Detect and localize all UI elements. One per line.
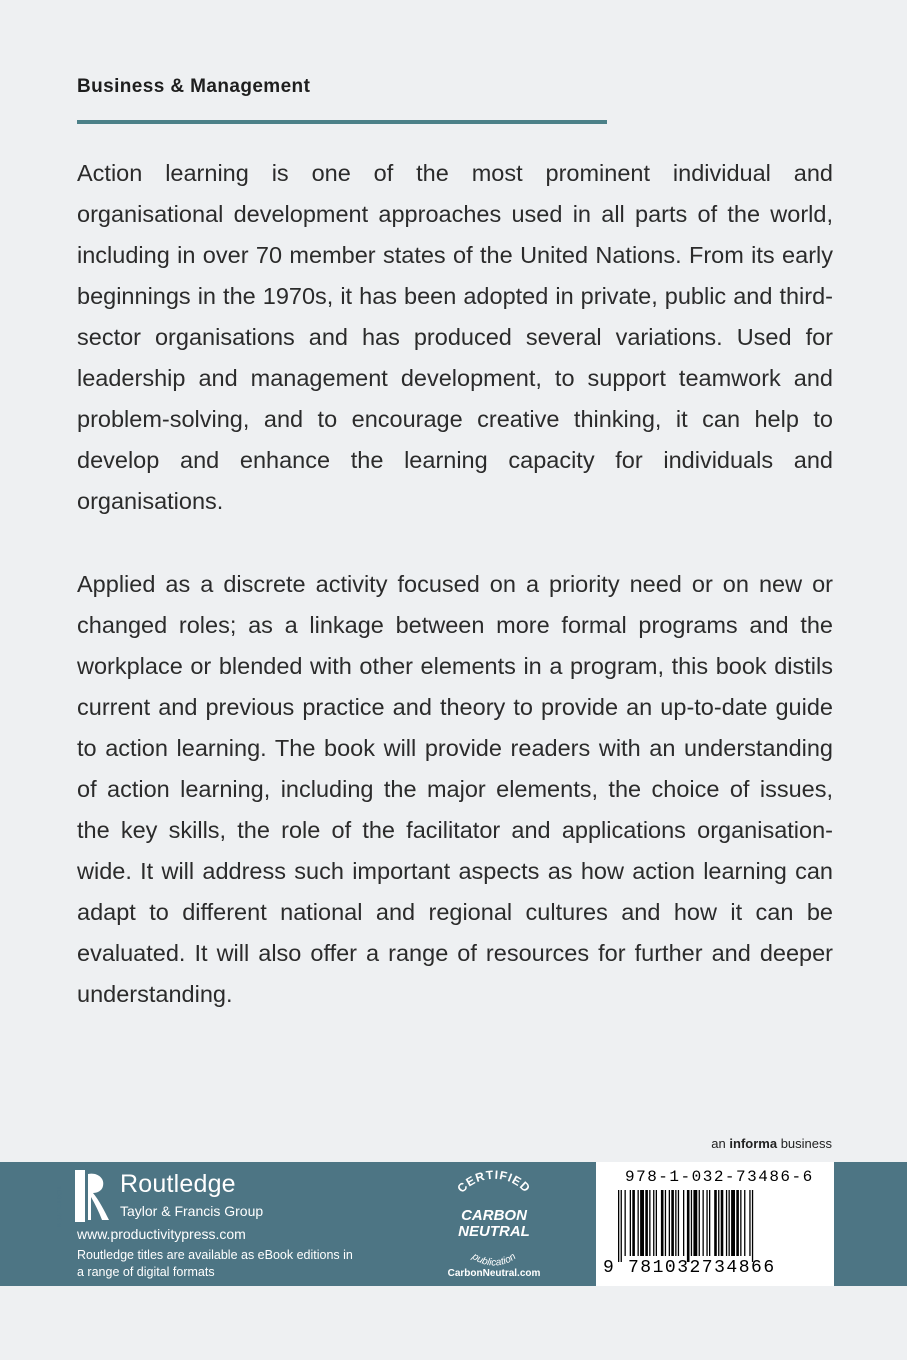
barcode-bar (625, 1190, 626, 1256)
barcode-bar (703, 1190, 704, 1256)
informa-tagline (711, 1136, 832, 1151)
barcode-bar (740, 1190, 741, 1256)
barcode-bar (752, 1190, 753, 1262)
badge-certified: CERTIFIED (454, 1168, 534, 1196)
barcode-bar (675, 1190, 676, 1256)
barcode-bar (691, 1190, 692, 1256)
barcode-bar (630, 1190, 631, 1256)
barcode-bar (714, 1190, 717, 1256)
publisher-url: www.productivitypress.com (77, 1226, 246, 1242)
svg-text:publication (469, 1251, 518, 1269)
barcode-bar (718, 1190, 719, 1256)
barcode-bar (683, 1190, 684, 1256)
publisher-group: Taylor & Francis Group (120, 1203, 264, 1219)
barcode-bar (706, 1190, 707, 1256)
barcode-bar (649, 1190, 650, 1256)
barcode-digits: 781032734866 (628, 1258, 776, 1278)
routledge-logo-text: ROUTLEDGE (56, 1186, 64, 1227)
barcode-bar (632, 1190, 635, 1256)
barcode-bar (721, 1190, 724, 1256)
barcode-bar (744, 1190, 745, 1256)
barcode-bar (618, 1190, 619, 1262)
category-label: Business & Management (77, 76, 311, 97)
svg-text:CERTIFIED (454, 1168, 533, 1196)
barcode-bar (671, 1190, 674, 1256)
barcode-bar (699, 1190, 700, 1256)
barcode-bar (640, 1190, 644, 1256)
badge-carbon: CARBON (461, 1207, 527, 1224)
informa-prefix: an (711, 1136, 726, 1151)
barcode-bar (645, 1190, 648, 1256)
isbn-text: 978-1-032-73486-6 (625, 1168, 814, 1186)
blurb-paragraph-2: Applied as a discrete activity focused on a priority need or on new or changed roles; as a linkage between more formal programs and the workplace or blended with other elements in a program, this book distils current and previous practice and theory to provide an up-to-date guide to action learning. The book will provide readers with an understanding of action learning, including the major elements, the choice of issues, the key skills, the role of the facilitator and applications organisation-wide. It will address such important aspects as how action learning can adapt to different national and regional cultures and how it can be evaluated. It will also offer a range of resources for further and deeper understanding. (77, 571, 833, 1007)
badge-publication: publication (470, 1251, 518, 1269)
barcode-bar (665, 1190, 666, 1256)
barcode-bar (638, 1190, 639, 1256)
badge-neutral: NEUTRAL (458, 1223, 530, 1240)
barcode-bar (678, 1190, 679, 1256)
barcode-bar (736, 1190, 739, 1256)
badge-site: CarbonNeutral.com (447, 1268, 541, 1279)
barcode-bar (729, 1190, 730, 1256)
informa-brand: informa (729, 1136, 778, 1151)
barcode-bar (726, 1190, 727, 1256)
carbon-neutral-badge-icon (432, 1168, 556, 1282)
publisher-name: Routledge (120, 1170, 236, 1198)
barcode-first-digit: 9 (603, 1258, 614, 1278)
barcode-bar (709, 1190, 710, 1256)
informa-suffix: business (780, 1136, 832, 1151)
barcode-bar (687, 1190, 690, 1262)
barcode-bar (693, 1190, 697, 1256)
barcode-bar (661, 1190, 664, 1256)
barcode-bars-icon (618, 1190, 808, 1262)
blurb-paragraph-1: Action learning is one of the most prominent individual and organisational development approaches used in all parts of the world, including in over 70 member states of the United Nations. From its early beginnings in the 1970s, it has been adopted in private, public and third-sector organisations and has produced several variations. Used for leadership and management development, to support teamwork and problem-solving, and to encourage creative thinking, it can help to develop and enhance the learning capacity for individuals and organisations. (77, 160, 833, 514)
ebook-note: Routledge titles are available as eBook editions in a range of digital formats (77, 1248, 353, 1279)
divider-rule (77, 120, 607, 124)
barcode-bar (653, 1190, 654, 1256)
barcode-bar (669, 1190, 670, 1256)
barcode-bar (621, 1190, 622, 1262)
barcode-bar (656, 1190, 657, 1256)
routledge-logo-icon (56, 1170, 109, 1227)
barcode-bar (731, 1190, 735, 1256)
barcode-bar (749, 1190, 750, 1256)
